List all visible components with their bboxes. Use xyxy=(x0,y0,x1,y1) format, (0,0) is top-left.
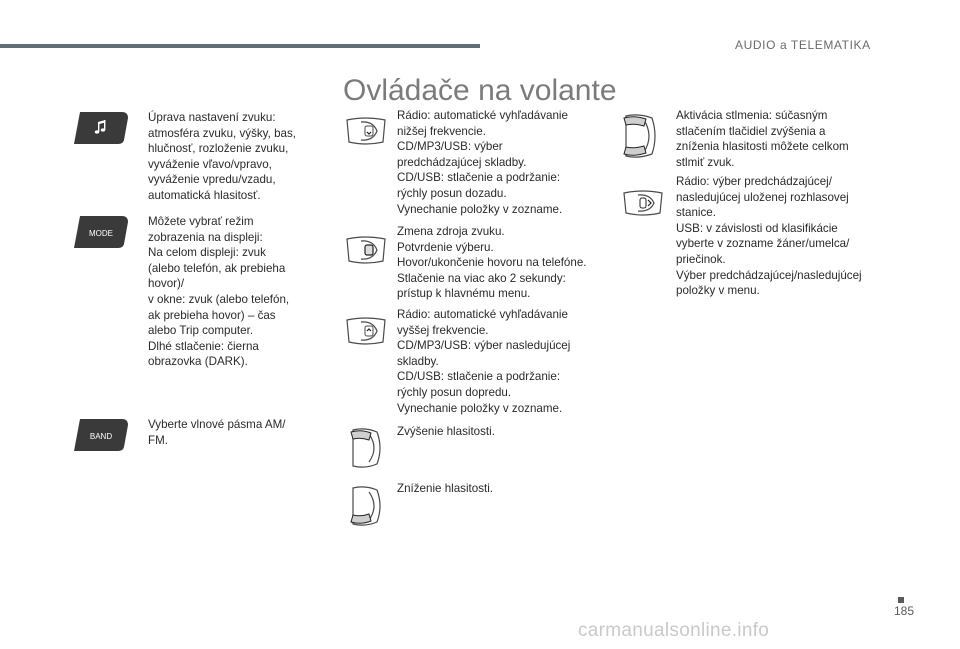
steering-control-down-icon xyxy=(343,114,389,148)
seek-up-text: Rádio: automatické vyhľadávanie vyššej frekvencie. CD/MP3/USB: výber nasledujúcej skladby. CD/USB: stlačenie a podržanie: rýchly posun dopredu. Vynechanie položky v zozname. xyxy=(397,308,571,415)
header-bar xyxy=(0,44,480,48)
steering-control-up-icon xyxy=(343,314,389,348)
page-marker xyxy=(898,597,904,603)
section-header: AUDIO a TELEMATIKA xyxy=(735,38,871,52)
mute-control-icon xyxy=(620,112,662,160)
volume-up-icon xyxy=(347,426,387,470)
watermark: carmanualsonline.info xyxy=(578,620,770,641)
mute-text: Aktivácia stlmenia: súčasným stlačením tlačidiel zvýšenia a zníženia hlasitosti môžete celkom stlmiť zvuk. xyxy=(676,109,849,169)
mode-button-icon xyxy=(72,214,130,250)
scroll-wheel-icon xyxy=(620,188,666,218)
page-title: Ovládače na volante xyxy=(343,74,617,107)
volume-up-text: Zvýšenie hlasitosti. xyxy=(397,425,495,438)
mode-text: Môžete vybrať režim zobrazenia na displeji: Na celom displeji: zvuk (alebo telefón, ak prebieha hovor)/ v okne: zvuk (alebo telefón, ak prebieha hovor) – čas alebo Trip computer. Dlhé stlačenie: čierna obrazovka (DARK). xyxy=(148,215,290,369)
band-button-label: BAND xyxy=(89,432,113,441)
seek-down-text: Rádio: automatické vyhľadávanie nižšej frekvencie. CD/MP3/USB: výber predchádzajúcej skladby. CD/USB: stlačenie a podržanie: rýchly posun dozadu. Vynechanie položky v zozname. xyxy=(397,109,568,216)
scroll-wheel-text: Rádio: výber predchádzajúcej/ nasledujúcej uloženej rozhlasovej stanice. USB: v závislosti od klasifikácie vyberte v zozname žáner/umelca/ priečinok. Výber predchádzajúcej/nasledujúcej položky v menu. xyxy=(676,175,862,298)
music-note-button-icon xyxy=(72,110,130,146)
audio-settings-text: Úprava nastavení zvuku: atmosféra zvuku, výšky, bas, hlučnosť, rozloženie zvuku, vyváženie vľavo/vpravo, vyváženie vpredu/vzadu, automatická hlasitosť. xyxy=(148,111,296,202)
select-source-text: Zmena zdroja zvuku. Potvrdenie výberu. Hovor/ukončenie hovoru na telefóne. Stlačenie na viac ako 2 sekundy: prístup k hlavnému menu. xyxy=(397,225,587,301)
volume-down-icon xyxy=(347,484,387,528)
band-text: Vyberte vlnové pásma AM/ FM. xyxy=(148,418,286,447)
band-button-icon xyxy=(72,417,130,453)
volume-down-text: Zníženie hlasitosti. xyxy=(397,482,494,495)
page-number: 185 xyxy=(894,604,915,618)
mode-button-label: MODE xyxy=(89,229,113,238)
steering-control-select-icon xyxy=(343,233,389,267)
